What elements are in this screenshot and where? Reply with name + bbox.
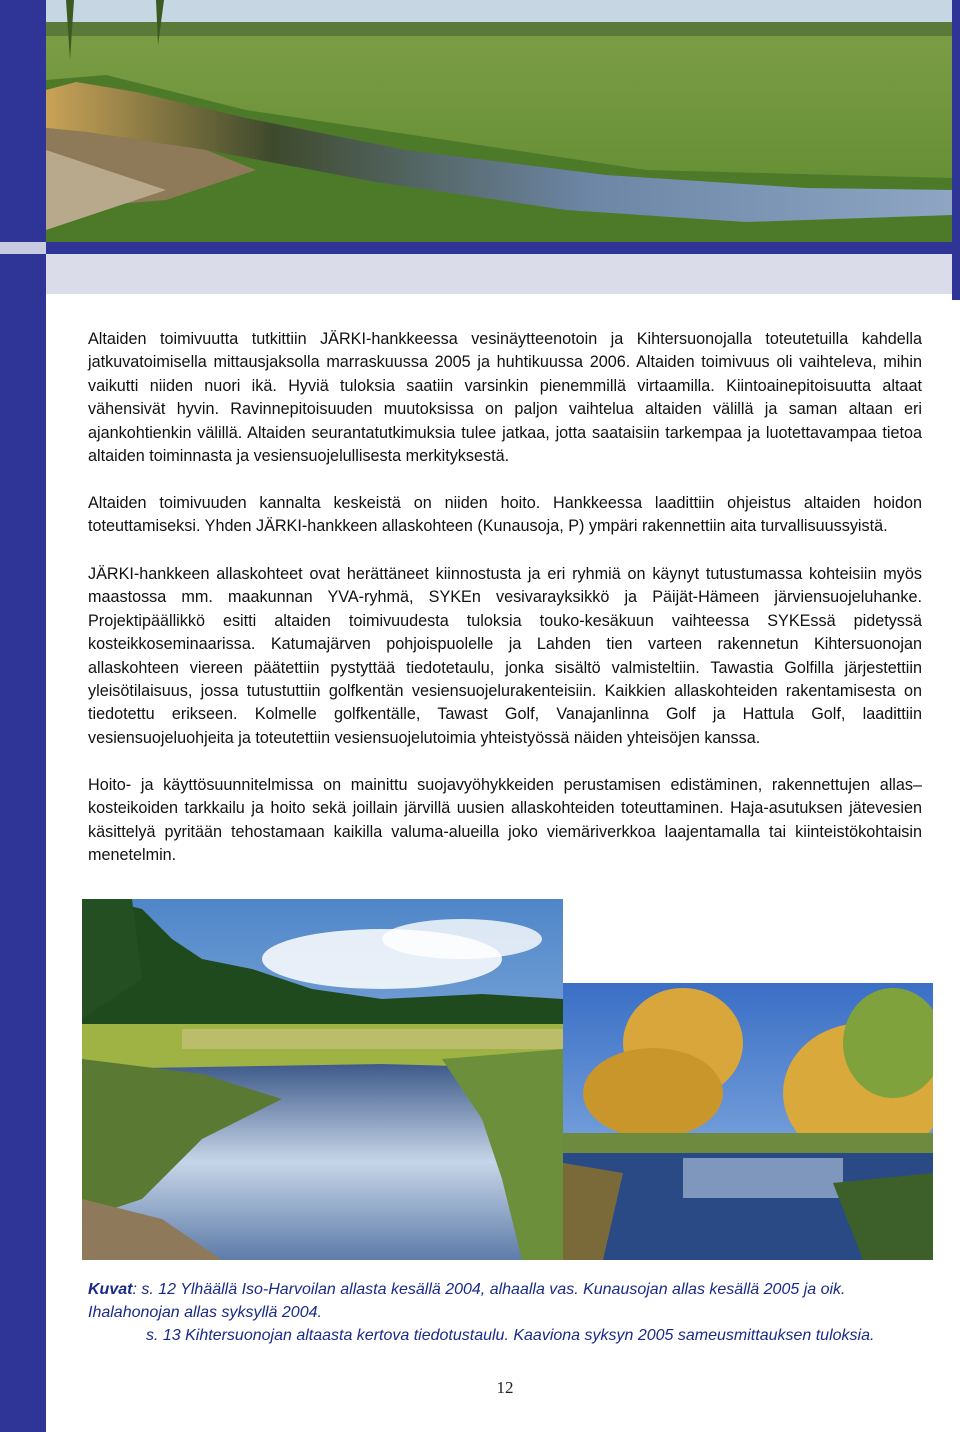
body-paragraph-1: Altaiden toimivuutta tutkittiin JÄRKI-hankkeessa vesinäytteenotoin ja Kihtersuonojalla toteutetuilla kahdella jatkuvatoimisella mittausjaksolla marraskuussa 2005 ja huhtikuussa 2006. Altaiden toimivuus oli vaihteleva, mihin vaikutti niiden nuori ikä. Hyviä tuloksia saatiin varsinkin pienemmillä virtaamilla. Kiintoainepitoisuutta altaat vähensivät hyvin. Ravinnepitoisuuden muutoksissa on paljon vaihtelua altaiden välillä ja saman altaan eri ajankohtienkin välillä. Altaiden seurantatutkimuksia tulee jatkaa, jotta saataisiin tarkempaa ja luotettavampaa tietoa altaiden toiminnasta ja vesiensuojelullisesta merkityksestä. — [88, 330, 922, 466]
body-paragraph-2: Altaiden toimivuuden kannalta keskeistä on niiden hoito. Hankkeessa laadittiin ohjeistus altaiden hoidon toteuttamiseksi. Yhden JÄRKI-hankkeen allaskohteen (Kunausoja, P) ympäri rakennettiin aita turvallisuussyistä. — [88, 494, 922, 536]
header-blue-band — [46, 242, 960, 254]
photo-kunausoja-pond — [82, 899, 563, 1260]
caption-figures-line-1 — [88, 1278, 928, 1324]
page-number: 12 — [496, 1378, 514, 1397]
caption-label: Kuvat — [88, 1281, 133, 1298]
body-paragraph-4: Hoito- ja käyttösuunnitelmissa on mainittu suojavyöhykkeiden perustamisen edistäminen, rakennettujen allas–kosteikoiden tarkkailu ja hoito sekä joillain järvillä uusien allaskohteiden toteuttaminen. Haja-asutuksen jätevesien käsittelyä pyritään tehostamaan kaikilla valuma-alueilla joko viemäriverkkoa laajentamalla tai kiinteistökohtaisin menetelmin. — [88, 776, 922, 865]
caption-text-1: : s. 12 Ylhäällä Iso-Harvoilan allasta kesällä 2004, alhaalla vas. Kunausojan allas kesällä 2005 ja oik. Ihalahonojan allas syksyllä 2004. — [88, 1281, 846, 1321]
left-margin-bar — [0, 0, 46, 1432]
header-light-band — [46, 254, 952, 294]
top-photo-pond — [46, 0, 952, 242]
body-paragraph-3: JÄRKI-hankkeen allaskohteet ovat herättäneet kiinnostusta ja eri ryhmiä on käynyt tutustumassa kohteisiin myös maastossa mm. maakunnan YVA-ryhmä, SYKEn vesivarayksikkö ja Päijät-Hämeen järviensuojeluhanke. Projektipäällikkö esitti altaiden toimivuudesta tuloksia touko-kesäkuun vaihteessa SYKEssä pidetyssä kosteikkoseminaarissa. Katumajärven pohjoispuolelle ja Lahden tien varteen rakennetun Kihtersuonojan allaskohteen viereen päätettiin pystyttää tiedotetaulu, jonka sisältö valmisteltiin. Tawastia Golfilla järjestettiin yleisötilaisuus, jossa tutustuttiin golfkentän vesiensuojelurakenteisiin. Kaikkien allaskohteiden rakentamisesta on tiedotettu erikseen. Kolmelle golfkentälle, Tawast Golf, Vanajanlinna Golf ja Hattula Golf, laadittiin vesiensuojeluohjeita ja toteutettiin vesiensuojelutoimia yhteistyössä näiden yhteisöjen kanssa. — [88, 565, 922, 747]
photo-ihalahonoja-pond — [563, 983, 933, 1260]
top-right-blue-band — [952, 0, 960, 300]
caption-figures-line-2 — [146, 1324, 936, 1347]
left-bar-light-stripe — [0, 242, 46, 254]
caption-text-2: s. 13 Kihtersuonojan altaasta kertova tiedotustaulu. Kaaviona syksyn 2005 sameusmittauksen tuloksia. — [146, 1327, 875, 1344]
